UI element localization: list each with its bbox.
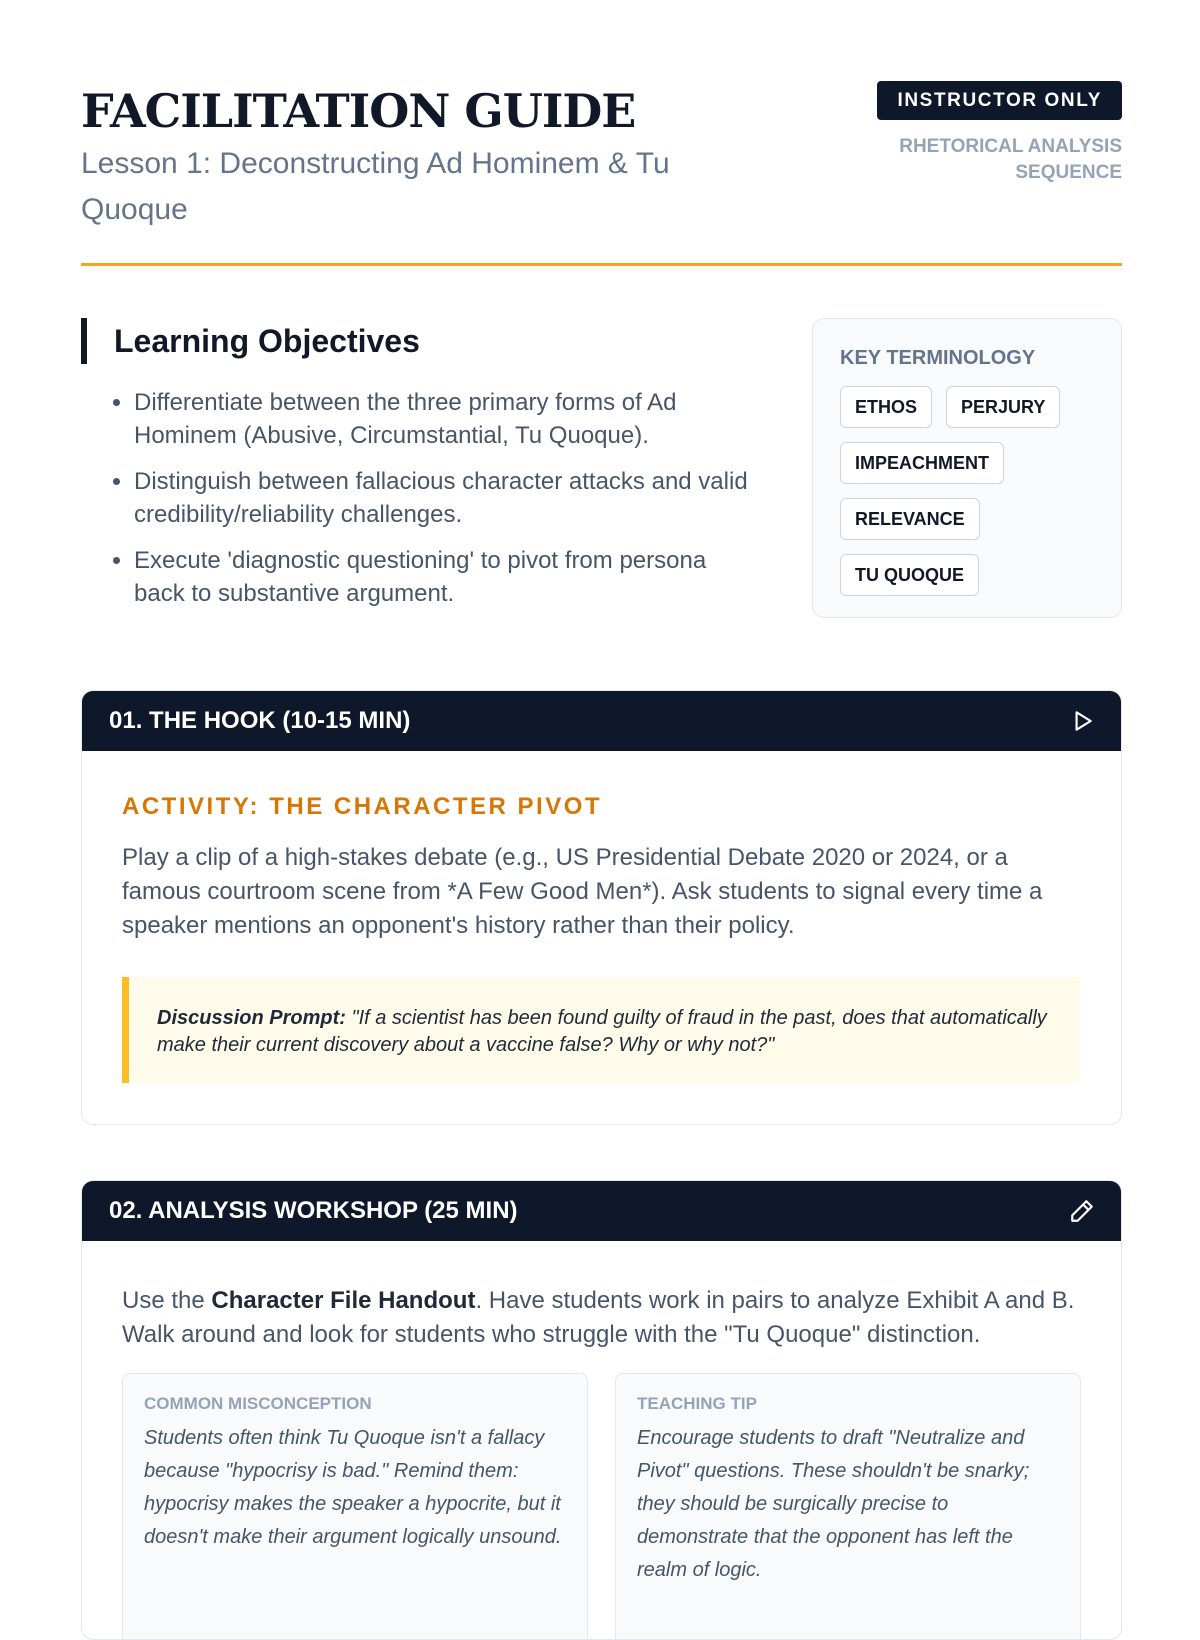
hook-section <box>81 690 1122 1125</box>
sequence-label: RHETORICAL ANALYSIS SEQUENCE <box>899 136 1122 183</box>
term-chip: ETHOS <box>840 386 932 428</box>
workshop-instructions <box>122 1284 1082 1352</box>
objectives-title: Learning Objectives <box>114 323 420 359</box>
instructor-only-badge: INSTRUCTOR ONLY <box>877 81 1122 120</box>
page-title: FACILITATION GUIDE <box>81 84 636 138</box>
play-icon[interactable] <box>1069 708 1095 734</box>
teaching-tip-title: TEACHING TIP <box>637 1394 757 1413</box>
handout-name: Character File Handout <box>211 1287 476 1314</box>
objectives-list <box>81 386 761 610</box>
terminology-chips <box>840 386 1080 596</box>
workshop-section-header <box>82 1181 1121 1241</box>
workshop-text-after: . Have students work in pairs to analyze Exhibit A and B. Walk around and look for students who struggle with the "Tu Quoque" distinction. <box>122 1287 1075 1348</box>
pencil-icon[interactable] <box>1069 1198 1095 1224</box>
objective-item: • Differentiate between the three primary forms of Ad Hominem (Abusive, Circumstantial, Tu Quoque). <box>134 386 761 452</box>
hook-section-header <box>82 691 1121 751</box>
prompt-text: "If a scientist has been found guilty of fraud in the past, does that automatically make their current discovery about a vaccine false? Why or why not?" <box>157 1007 1047 1056</box>
term-chip: PERJURY <box>946 386 1060 428</box>
objective-item: • Distinguish between fallacious character attacks and valid credibility/reliability challenges. <box>134 465 761 531</box>
term-chip: TU QUOQUE <box>840 554 979 596</box>
key-terminology-panel <box>812 318 1122 618</box>
workshop-section-title: 02. ANALYSIS WORKSHOP (25 MIN) <box>109 1197 518 1224</box>
discussion-prompt <box>122 977 1080 1083</box>
workshop-text-before: Use the <box>122 1287 212 1314</box>
analysis-workshop-section <box>81 1180 1122 1640</box>
teaching-tip-text: Encourage students to draft "Neutralize and Pivot" questions. These shouldn't be snarky; they should be surgically precise to demonstrate that the opponent has left the realm of logic. <box>637 1427 1030 1581</box>
hook-section-title: 01. THE HOOK (10-15 MIN) <box>109 707 411 734</box>
heading-accent-bar <box>81 318 87 364</box>
facilitation-guide-page <box>81 0 1122 1581</box>
terminology-title: KEY TERMINOLOGY <box>840 347 1036 369</box>
objective-item: • Execute 'diagnostic questioning' to pivot from persona back to substantive argument. <box>134 544 761 610</box>
learning-objectives <box>81 318 761 623</box>
misconception-text: Students often think Tu Quoque isn't a fallacy because "hypocrisy is bad." Remind them: hypocrisy makes the speaker a hypocrite, but it doesn't make their argument logically unsound. <box>144 1427 562 1548</box>
hook-instructions: Play a clip of a high-stakes debate (e.g., US Presidential Debate 2020 or 2024, or a famous courtroom scene from *A Few Good Men*). Ask students to signal every time a speaker mentions an opponent's history rather than their policy. <box>122 844 1043 939</box>
lesson-subtitle: Lesson 1: Deconstructing Ad Hominem & Tu Quoque <box>81 147 670 226</box>
term-chip: IMPEACHMENT <box>840 442 1004 484</box>
guide-header <box>81 0 1122 266</box>
misconception-title: COMMON MISCONCEPTION <box>144 1394 372 1413</box>
objectives-heading <box>81 318 761 364</box>
activity-title: ACTIVITY: THE CHARACTER PIVOT <box>122 793 603 820</box>
prompt-label: Discussion Prompt: <box>157 1007 346 1029</box>
term-chip: RELEVANCE <box>840 498 980 540</box>
